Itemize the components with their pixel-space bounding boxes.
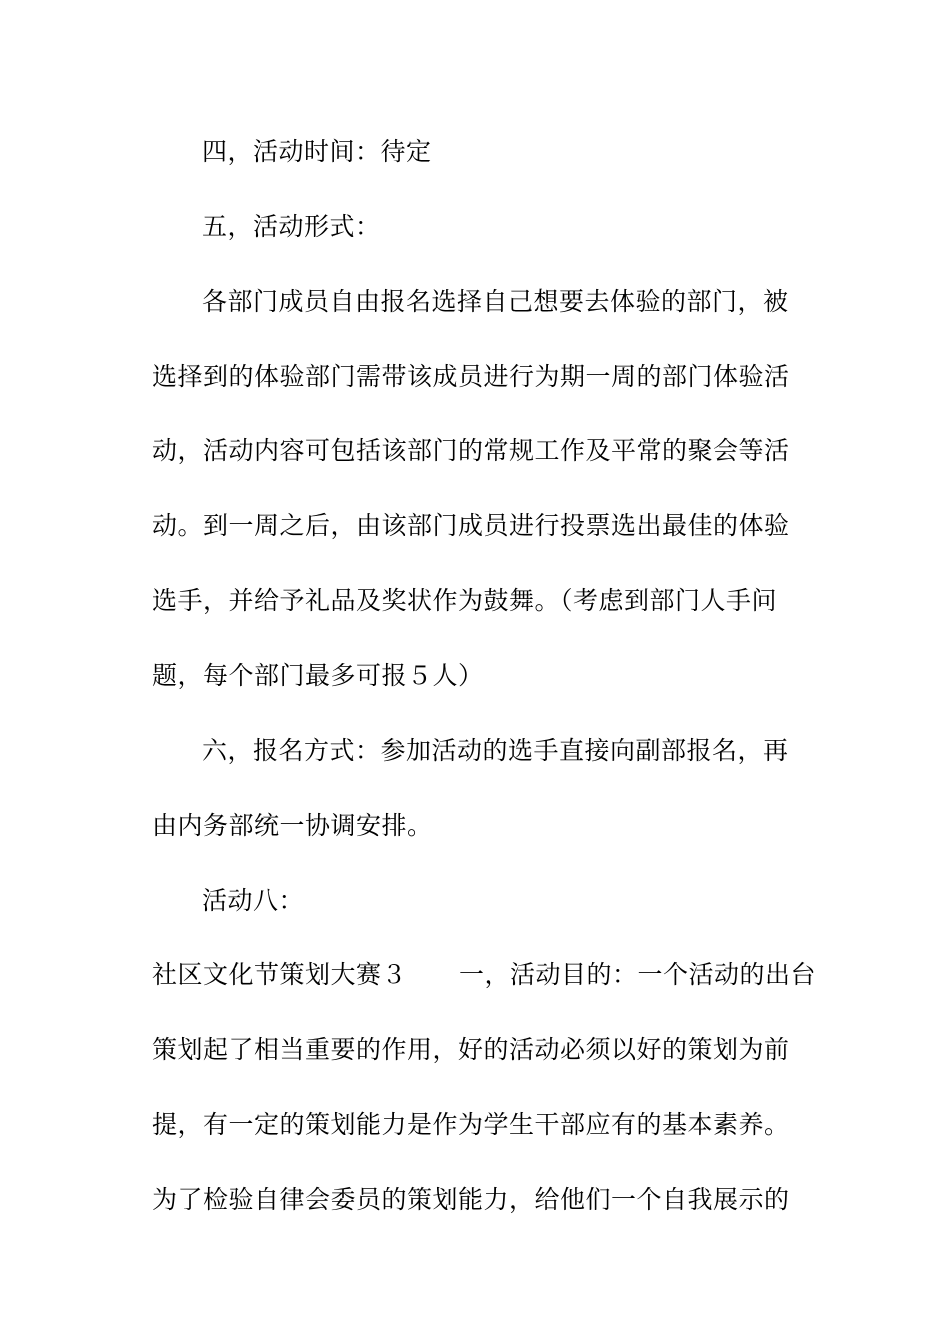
paragraph-text: 一，活动目的：一个活动的出台 <box>459 960 817 989</box>
paragraph-line: 选择到的体验部门需带该成员进行为期一周的部门体验活 <box>152 362 790 391</box>
paragraph-line: 动。到一周之后，由该部门成员进行投票选出最佳的体验 <box>152 511 790 540</box>
paragraph-line: 策划起了相当重要的作用，好的活动必须以好的策划为前 <box>152 1035 790 1064</box>
paragraph-line: 六，报名方式：参加活动的选手直接向副部报名，再 <box>202 736 789 765</box>
paragraph-line: 活动八： <box>202 886 305 915</box>
paragraph-line: 由内务部统一协调安排。 <box>152 811 433 840</box>
paragraph-line: 选手，并给予礼品及奖状作为鼓舞。（考虑到部门人手问 <box>152 586 778 615</box>
paragraph-line: 题，每个部门最多可报５人） <box>152 661 484 690</box>
paragraph-line: 为了检验自律会委员的策划能力，给他们一个自我展示的 <box>152 1185 790 1214</box>
paragraph-line: 各部门成员自由报名选择自己想要去体验的部门，被 <box>202 287 789 316</box>
paragraph-line: 四，活动时间：待定 <box>202 137 432 166</box>
paragraph-line: 提，有一定的策划能力是作为学生干部应有的基本素养。 <box>152 1110 790 1139</box>
section-title: 社区文化节策划大赛３ <box>152 960 408 989</box>
paragraph-line <box>152 958 817 992</box>
paragraph-line: 五，活动形式： <box>202 212 381 241</box>
paragraph-line: 动，活动内容可包括该部门的常规工作及平常的聚会等活 <box>152 436 790 465</box>
